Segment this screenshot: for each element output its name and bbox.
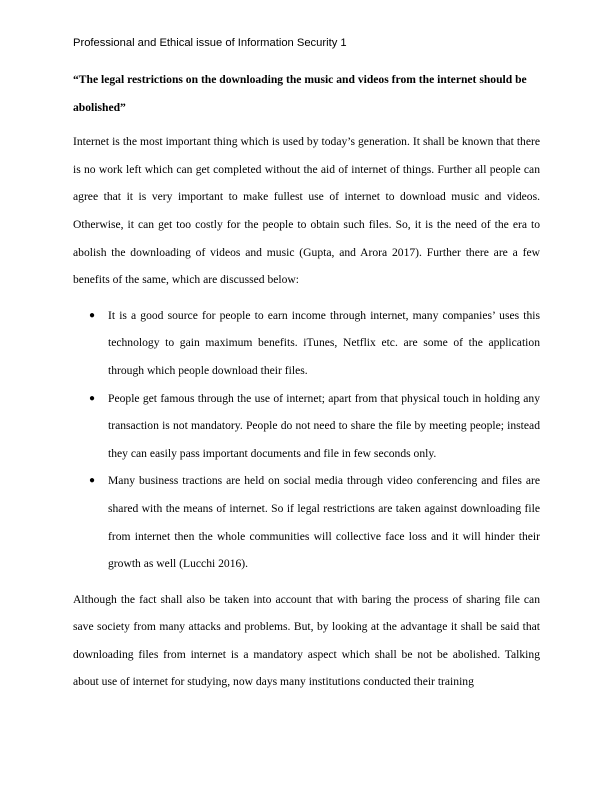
list-item-text: People get famous through the use of internet; apart from that physical touch in holding any transaction is not mandatory. People do not need to share the file by meeting people; instead they can easily pass important documents and file in few seconds only. bbox=[108, 391, 540, 460]
bullet-dot-icon: ● bbox=[89, 475, 96, 487]
document-title: “The legal restrictions on the downloading the music and videos from the internet should be abolished” bbox=[73, 73, 527, 114]
bullet-dot-icon: ● bbox=[89, 392, 96, 404]
list-item-text: It is a good source for people to earn income through internet, many companies’ uses this technology to gain maximum benefits. iTunes, Netflix etc. are some of the application through which people download their files. bbox=[108, 308, 540, 377]
benefits-list bbox=[73, 302, 540, 578]
list-item bbox=[89, 467, 540, 577]
list-item bbox=[89, 302, 540, 385]
bullet-dot-icon: ● bbox=[89, 309, 96, 321]
closing-paragraph: Although the fact shall also be taken into account that with baring the process of sharing file can save society from many attacks and problems. But, by looking at the advantage it shall be said that downloading files from internet is a mandatory aspect which shall be not be abolished. Talking about use of internet for studying, now days many institutions conducted their training bbox=[73, 592, 540, 689]
running-header: Professional and Ethical issue of Information Security 1 bbox=[73, 37, 347, 49]
intro-paragraph: Internet is the most important thing which is used by today’s generation. It shall be known that there is no work left which can get completed without the aid of internet of things. Further all people can agree that it is very important to make fullest use of internet to download music and videos. Otherwise, it can get too costly for the people to obtain such files. So, it is the need of the era to abolish the downloading of videos and music (Gupta, and Arora 2017). Further there are a few benefits of the same, which are discussed below: bbox=[73, 135, 540, 287]
list-item bbox=[89, 385, 540, 468]
document-body bbox=[73, 66, 540, 696]
title-spacer bbox=[73, 121, 540, 128]
list-item-text: Many business tractions are held on social media through video conferencing and files are shared with the means of internet. So if legal restrictions are taken against downloading file from internet then the whole communities will collective face loss and it will hinder their growth as well (Lucchi 2016). bbox=[108, 474, 540, 571]
